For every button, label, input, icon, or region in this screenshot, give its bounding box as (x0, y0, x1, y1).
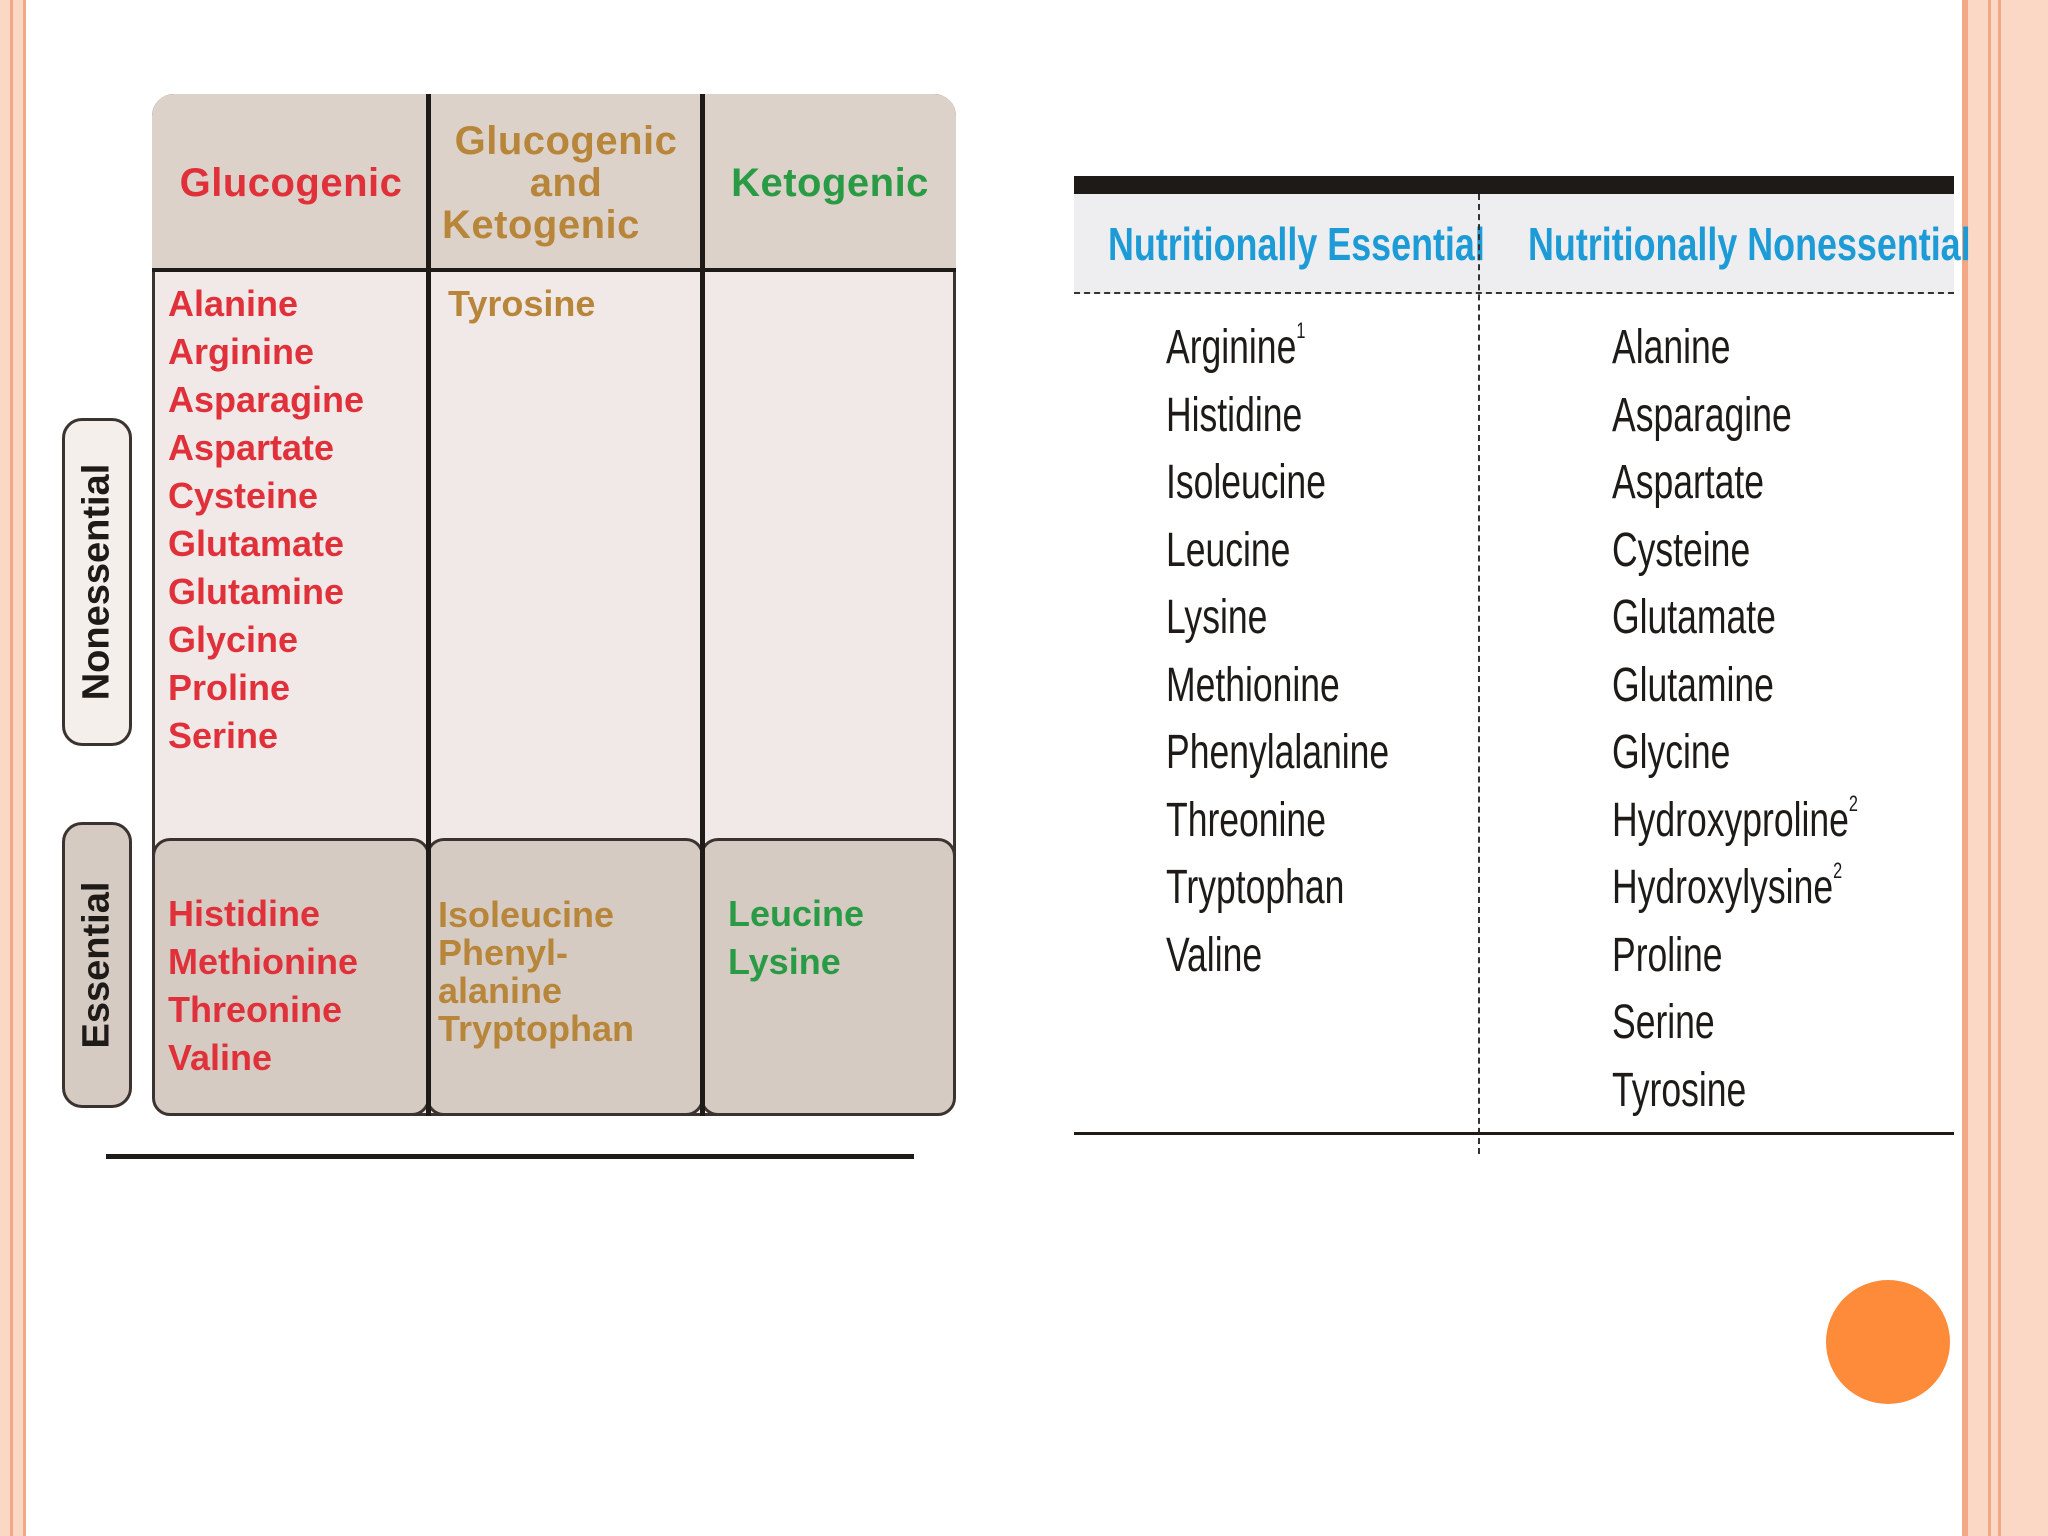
table-header-row (1074, 194, 1971, 294)
amino-acid-item: Glutamine (168, 571, 345, 612)
amino-acid-item: Arginine (168, 331, 315, 372)
essential-glucogenic-list (168, 890, 358, 1082)
amino-acid-name: Arginine (1166, 321, 1297, 374)
header-nutritionally-nonessential: Nutritionally Nonessential (1528, 218, 1971, 270)
table-row (1612, 787, 1858, 855)
amino-acid-item: Aspartate (168, 427, 335, 468)
column-divider (426, 94, 431, 1116)
slide-border-right (1962, 0, 2048, 1536)
amino-acid-name: Lysine (1166, 591, 1268, 644)
amino-acid-item: Methionine (168, 941, 358, 982)
amino-acid-item: Leucine (728, 893, 865, 934)
amino-acid-item: Phenyl- (438, 932, 569, 973)
essential-ketogenic-list (728, 890, 864, 986)
amino-acid-name: Hydroxyproline (1612, 793, 1849, 847)
amino-acid-name: Glycine (1612, 726, 1731, 779)
amino-acid-name: Glutamine (1612, 658, 1774, 712)
table-row (1166, 449, 1389, 517)
table-row (1166, 719, 1389, 787)
table-row (1612, 382, 1858, 450)
table-row (1166, 314, 1389, 382)
table-row (1612, 719, 1858, 787)
table-bottom-rule (1074, 1132, 1954, 1135)
amino-acid-item: alanine (438, 970, 563, 1011)
table-row (1166, 922, 1389, 990)
footnote-marker: 1 (1296, 318, 1306, 343)
essential-list (1166, 314, 1468, 989)
table-row (1612, 854, 1858, 922)
amino-acid-name: Hydroxylysine (1612, 861, 1834, 914)
decorative-orange-dot (1826, 1280, 1950, 1404)
table-row (1166, 787, 1389, 855)
amino-acid-name: Tryptophan (1166, 861, 1345, 914)
table-row (1612, 652, 1858, 720)
table-column-divider (1478, 194, 1480, 1154)
amino-acid-name: Tyrosine (1612, 1063, 1747, 1117)
amino-acid-name: Aspartate (1612, 456, 1765, 509)
slide-border-left (0, 0, 26, 1536)
table-row (1612, 989, 1858, 1057)
amino-acid-item: Threonine (168, 989, 343, 1030)
amino-acid-item: Tyrosine (448, 283, 596, 324)
header-glucogenic: Glucogenic (179, 161, 403, 205)
amino-acid-name: Glutamate (1612, 591, 1776, 644)
amino-acid-name: Phenylalanine (1166, 726, 1390, 779)
amino-acid-item: Valine (168, 1037, 273, 1078)
table-row (1612, 922, 1858, 990)
amino-acid-item: Serine (168, 715, 279, 756)
nonessential-glucogenic-list (168, 280, 364, 760)
table-row (1612, 584, 1858, 652)
header-glucogenic-and-ketogenic: Glucogenic and Ketogenic (442, 119, 678, 247)
amino-acid-name: Asparagine (1612, 388, 1792, 442)
footnote-marker: 2 (1848, 790, 1858, 816)
amino-acid-name: Proline (1612, 928, 1723, 982)
amino-acid-item: Alanine (168, 283, 299, 324)
row-label-essential: Essential (62, 822, 132, 1108)
header-divider (152, 268, 956, 272)
amino-acid-item: Tryptophan (438, 1008, 634, 1049)
table-row (1166, 382, 1389, 450)
header-ketogenic: Ketogenic (731, 161, 929, 205)
amino-acid-item: Cysteine (168, 475, 319, 516)
amino-acid-name: Leucine (1166, 523, 1291, 577)
amino-acid-name: Serine (1612, 996, 1715, 1049)
nonessential-list (1612, 314, 1944, 1124)
nonessential-both-list (448, 280, 595, 328)
header-nutritionally-essential: Nutritionally Essential (1108, 218, 1485, 270)
column-divider (700, 94, 705, 1116)
amino-acid-item: Glycine (168, 619, 299, 660)
table-row (1612, 1057, 1858, 1125)
amino-acid-name: Histidine (1166, 388, 1303, 442)
amino-acid-name: Alanine (1612, 321, 1731, 374)
amino-acid-item: Isoleucine (438, 894, 615, 935)
figure-underline (106, 1154, 914, 1159)
amino-acid-name: Valine (1166, 928, 1263, 982)
amino-acid-item: Histidine (168, 893, 321, 934)
amino-acid-name: Cysteine (1612, 523, 1751, 577)
table-row (1612, 449, 1858, 517)
amino-acid-item: Glutamate (168, 523, 345, 564)
amino-acid-classification-figure (60, 90, 960, 1170)
amino-acid-item: Asparagine (168, 379, 365, 420)
table-row (1166, 652, 1389, 720)
table-row (1166, 517, 1389, 585)
amino-acid-item: Proline (168, 667, 291, 708)
table-row (1166, 584, 1389, 652)
amino-acid-item: Lysine (728, 941, 841, 982)
table-row (1612, 314, 1858, 382)
amino-acid-name: Methionine (1166, 658, 1340, 712)
amino-acid-name: Threonine (1166, 793, 1326, 847)
table-row (1166, 854, 1389, 922)
amino-acid-name: Isoleucine (1166, 456, 1326, 509)
essential-both-list (438, 896, 634, 1048)
footnote-marker: 2 (1833, 858, 1843, 883)
table-row (1612, 517, 1858, 585)
table-top-rule (1074, 176, 1954, 194)
nutritional-classification-table (1074, 176, 1971, 1136)
row-label-nonessential: Nonessential (62, 418, 132, 746)
